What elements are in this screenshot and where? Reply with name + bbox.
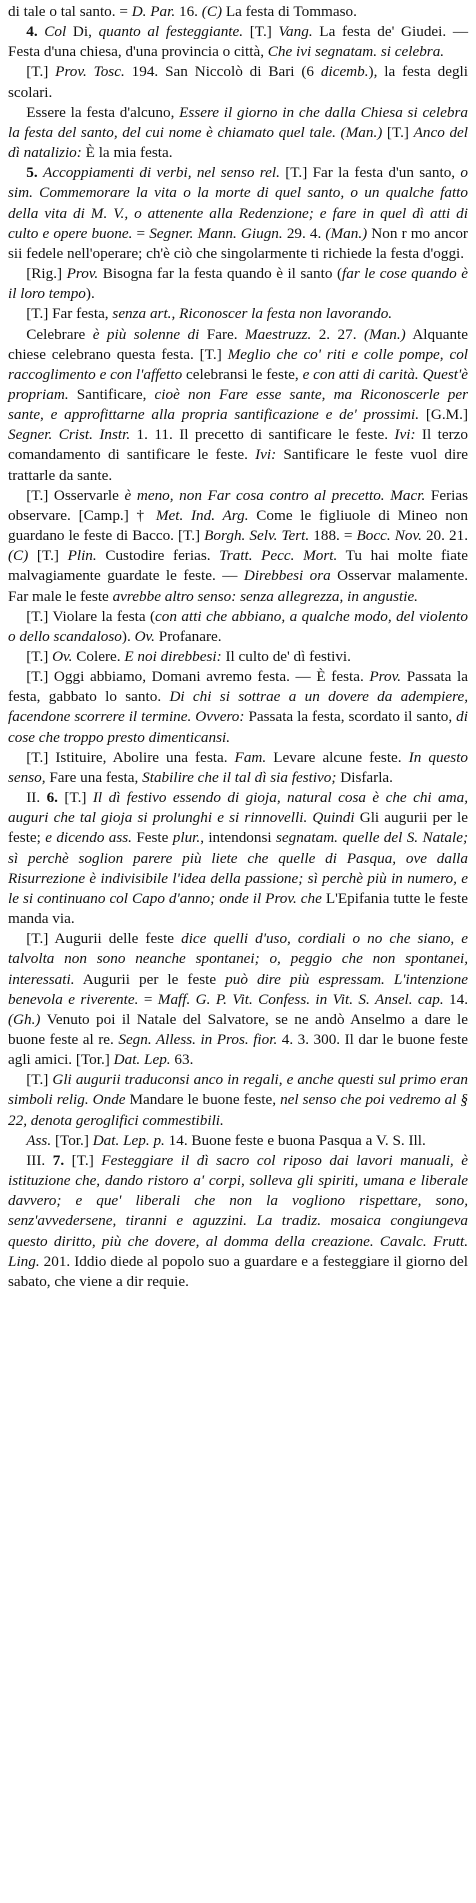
para-sense-5: 5. Accoppiamenti di verbi, nel senso rel. [T.] Far la festa d'un santo, o sim. Commemorare la vita o la morte di quel santo, o un qualche fatto della vita di M. V., o attenente alla Redenzione; e fare in quel dì atti di culto e opere buone. = Segner. Mann. Giugn. 29. 4. (Man.) Non r mo ancor sii fedele nell'operare; ch'è ciò che singolarmente ti richiede la festa d'oggi. (8, 164, 469, 262)
para-prov-tosc: [T.] Prov. Tosc. 194. San Niccolò di Bari (6 dicemb.), la festa degli scolari. (8, 63, 468, 101)
dictionary-entry-festa (8, 2, 468, 1292)
para-istituire: [T.] Istituire, Abolire una festa. Fam. Levare alcune feste. In questo senso, Fare una festa, Stabilire che il tal dì sia festivo; Disfarla. (8, 748, 469, 786)
para-torna-santo: di tale o tal santo. = D. Par. 16. (C) La festa di Tommaso. (8, 3, 357, 20)
para-violare: [T.] Violare la festa (con atti che abbiano, a qualche modo, del violento o dello scandaloso). Ov. Profanare. (8, 607, 468, 645)
para-augurii-regali: [T.] Gli augurii traduconsi anco in regali, e anche questi sul primo eran simboli relig. Onde Mandare le buone feste, nel senso che poi vedremo al § 22, denota geroglifici commestibili. (8, 1071, 469, 1129)
para-rig-prov: [Rig.] Prov. Bisogna far la festa quando è il santo (far le cose quando è il loro tempo). (8, 265, 468, 303)
para-celebrare: Celebrare è più solenne di Fare. Maestruzz. 2. 27. (Man.) Alquante chiese celebrano questa festa. [T.] Meglio che co' riti e colle pompe, col raccoglimento e con l'affetto celebransi le feste, e con atti di carità. Quest'è propriam. Santificare, cioè non Fare esse sante, ma Riconoscerle per sante, e approfittarne alla propria santificazione e de' prossimi. [G.M.] Segner. Crist. Instr. 1. 11. Il precetto di santificare le feste. Ivi: Il terzo comandamento di santificare le feste. Ivi: Santificare le feste vuol dire trattarle da sante. (8, 325, 469, 484)
para-festa-alcuno: Essere la festa d'alcuno, Essere il giorno in che dalla Chiesa si celebra la festa del santo, del cui nome è chiamato quel tale. (Man.) [T.] Anco del dì natalizio: È la mia festa. (8, 103, 469, 162)
para-oggi-abbiamo: [T.] Oggi abbiamo, Domani avremo festa. — È festa. Prov. Passata la festa, gabbato lo santo. Di chi si sottrae a un dovere da adempiere, facendone scorrere il termine. Ovvero: Passata la festa, scordato il santo, di cose che troppo presto dimenticansi. (8, 668, 468, 746)
para-colere: [T.] Ov. Colere. E noi direbbesi: Il culto de' dì festivi. (26, 648, 351, 665)
para-iii-7: III. 7. [T.] Festeggiare il dì sacro col riposo dai lavori manuali, è istituzione che, dando ristoro a' corpi, solleva gli spiriti, umana e liberale davvero; e que' liberali che non la vogliono rispettare, sono, senz'avvedersene, tiranni e aguzzini. La tradiz. mosaica congiungeva questo diritto, più che dovere, al domma della creazione. Cavalc. Frutt. Ling. 201. Iddio diede al popolo suo a guardare e a festeggiare il giorno del sabato, che viene a dir requie. (8, 1151, 468, 1290)
para-augurii: [T.] Augurii delle feste dice quelli d'uso, cordiali o no che siano, e talvolta non sono neanche spontanei; o, peggio che non spontanei, interessati. Augurii per le feste può dire più espressam. L'intenzione benevola e riverente. = Maff. G. P. Vit. Confess. in Vit. S. Ansel. cap. 14. (Gh.) Venuto poi il Natale del Salvatore, se ne andò Anselmo a dare le buone feste al re. Segn. Alless. in Pros. fior. 4. 3. 300. Il dar le buone feste agli amici. [Tor.] Dat. Lep. 63. (8, 930, 469, 1069)
para-far-festa: [T.] Far festa, senza art., Riconoscer la festa non lavorando. (26, 305, 393, 323)
para-ass-tor: Ass. [Tor.] Dat. Lep. p. 14. Buone feste e buona Pasqua a V. S. Ill. (26, 1131, 426, 1149)
para-osservarle: [T.] Osservarle è meno, non Far cosa contro al precetto. Macr. Ferias observare. [Camp.] † Met. Ind. Arg. Come le figliuole di Mineo non guardano le feste di Bacco. [T.] Borgh. Selv. Tert. 188. = Bocc. Nov. 20. 21. (C) [T.] Plin. Custodire ferias. Tratt. Pecc. Mort. Tu hai molte fiate malvagiamente guardate le feste. — Direbbesi ora Osservar malamente. Far male le feste avrebbe altro senso: senza allegrezza, in angustie. (8, 486, 469, 605)
para-ii-6: II. 6. [T.] Il dì festivo essendo di gioja, natural cosa è che chi ama, auguri che tal gioja si prolunghi e si rinnovelli. Quindi Gli augurii per le feste; e dicendo ass. Feste plur., intendonsi segnatam. quelle del S. Natale; sì perchè soglion parere più liete che quelle di Pasqua, ove dalla Risurrezione è indivisibile l'idea della passione; sì perchè più in numero, e le si continuano col Capo d'anno; onde il Prov. che L'Epifania tutte le feste manda via. (8, 789, 469, 928)
para-sense-4: 4. Col Di, quanto al festeggiante. [T.] Vang. La festa de' Giudei. — Festa d'una chiesa, d'una provincia o città, Che ivi segnatam. si celebra. (8, 23, 469, 61)
